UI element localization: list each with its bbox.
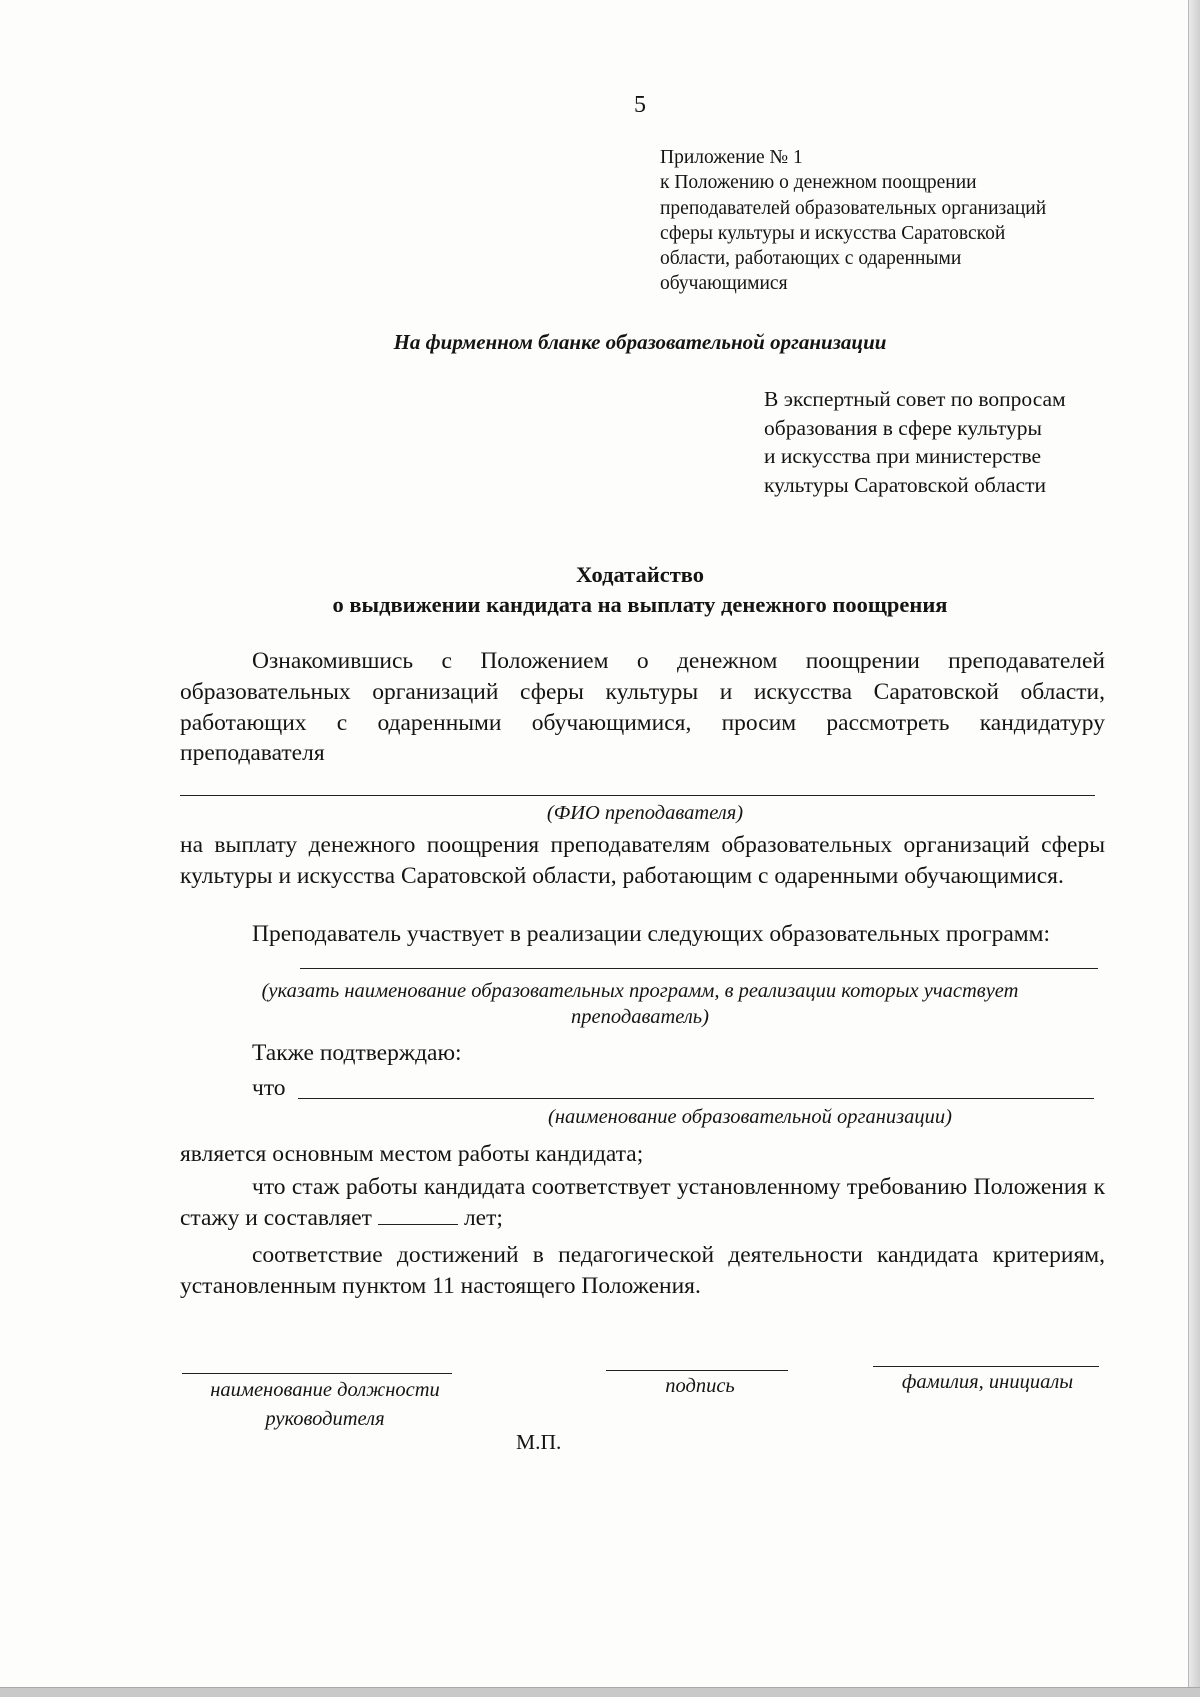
signature-line[interactable]	[606, 1370, 788, 1371]
document-title-subtitle: о выдвижении кандидата на выплату денежного поощрения	[332, 592, 948, 617]
addressee-line: В экспертный совет по вопросам	[764, 387, 1066, 411]
programs-hint-line: (указать наименование образовательных программ, в реализации которых участвует	[261, 980, 1019, 1002]
programs-paragraph: Преподаватель участвует в реализации следующих образовательных программ:	[252, 921, 1051, 947]
appendix-line: преподавателей образовательных организаций	[660, 197, 1047, 219]
addressee-line: образования в сфере культуры	[764, 415, 1042, 440]
confirm-heading: Также подтверждаю:	[252, 1040, 462, 1066]
programs-hint-line: преподаватель)	[571, 1006, 709, 1028]
what-label: что	[252, 1075, 286, 1101]
appendix-title: Приложение № 1	[660, 147, 803, 168]
position-label-line: наименование должности	[210, 1379, 440, 1401]
appendix-line: обучающимися	[660, 273, 788, 295]
years-fill-line[interactable]	[378, 1204, 458, 1225]
payment-paragraph: на выплату денежного поощрения преподавателям образовательных организаций сферы культуры и искусства Саратовской области, работающим с одаренными обучающимися.	[180, 832, 1105, 889]
intro-paragraph: Ознакомившись с Положением о денежном поощрении преподавателей образовательных организаций сферы культуры и искусства Саратовской области, работающих с одаренными обучающимися, просим рассмотреть кандидатуру преподавателя	[180, 648, 1105, 767]
addressee-line: и искусства при министерстве	[764, 444, 1042, 469]
document-title	[150, 560, 1130, 620]
stamp-placeholder: М.П.	[516, 1430, 562, 1454]
appendix-line: области, работающих с одаренными	[660, 248, 962, 270]
fio-hint: (ФИО преподавателя)	[546, 802, 744, 824]
document-title-main: Ходатайство	[575, 562, 705, 587]
appendix-line: к Положению о денежном поощрении	[660, 172, 977, 194]
experience-text: что стаж работы кандидата соответствует установленному требованию Положения к стажу и составляет	[180, 1174, 1105, 1231]
addressee-line: культуры Саратовской области	[764, 472, 1046, 497]
position-label-line: руководителя	[265, 1408, 385, 1430]
name-initials-label: фамилия, инициалы	[901, 1371, 1074, 1393]
programs-hint	[160, 978, 1120, 1030]
organization-fill-line[interactable]	[298, 1098, 1094, 1099]
page-edge	[1188, 0, 1200, 1697]
addressee-block	[764, 385, 1066, 499]
page-bottom-edge	[0, 1687, 1200, 1697]
criteria-paragraph: соответствие достижений в педагогической деятельности кандидата критериям, установленным пунктом 11 настоящего Положения.	[180, 1242, 1105, 1299]
main-work-statement: является основным местом работы кандидата;	[180, 1141, 644, 1167]
signature-label: подпись	[665, 1375, 735, 1397]
name-signature-line[interactable]	[873, 1366, 1099, 1367]
experience-paragraph	[180, 1172, 1105, 1234]
programs-fill-line[interactable]	[300, 968, 1098, 969]
position-signature-line[interactable]	[182, 1373, 452, 1374]
appendix-block	[660, 145, 1046, 297]
letterhead-note: На фирменном бланке образовательной организации	[393, 330, 887, 354]
position-label	[170, 1376, 480, 1434]
page-number: 5	[634, 92, 646, 118]
years-suffix: лет;	[463, 1204, 503, 1231]
fio-fill-line[interactable]	[180, 795, 1095, 796]
organization-hint: (наименование образовательной организации)	[548, 1106, 952, 1128]
appendix-line: сферы культуры и искусства Саратовской	[660, 222, 1006, 244]
